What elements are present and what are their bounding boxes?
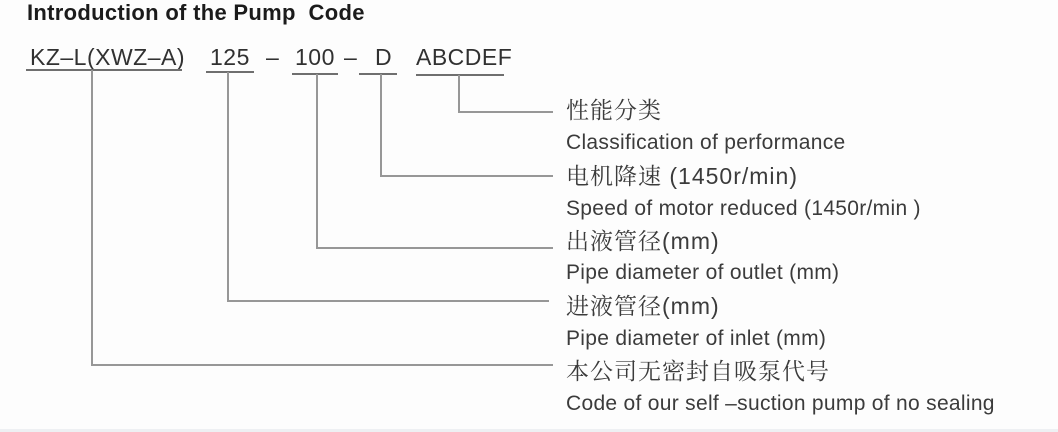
code-separator-2: – <box>344 44 358 70</box>
code-segment-performance-class: ABCDEF <box>416 44 513 70</box>
label-motor-speed-zh: 电机降速 (1450r/min) <box>566 163 798 189</box>
code-separator-1: – <box>266 44 280 70</box>
label-performance-class-en: Classification of performance <box>566 131 846 154</box>
code-segment-motor-speed: D <box>375 44 393 70</box>
label-inlet-diameter-zh: 进液管径(mm) <box>566 293 720 319</box>
connector-series <box>91 70 553 366</box>
code-segment-series: KZ–L(XWZ–A) <box>30 44 186 70</box>
label-inlet-diameter-en: Pipe diameter of inlet (mm) <box>566 327 827 350</box>
page-title: Introduction of the Pump Code <box>27 0 365 25</box>
label-performance-class-zh: 性能分类 <box>566 97 662 123</box>
code-segment-outlet-diameter: 100 <box>295 44 335 70</box>
label-series-zh: 本公司无密封自吸泵代号 <box>566 358 830 384</box>
code-segment-inlet-diameter: 125 <box>210 44 250 70</box>
label-series-en: Code of our self –suction pump of no sealing <box>566 392 995 415</box>
label-outlet-diameter-en: Pipe diameter of outlet (mm) <box>566 261 840 284</box>
label-outlet-diameter-zh: 出液管径(mm) <box>566 228 720 254</box>
label-motor-speed-en: Speed of motor reduced (1450r/min ) <box>566 197 921 220</box>
